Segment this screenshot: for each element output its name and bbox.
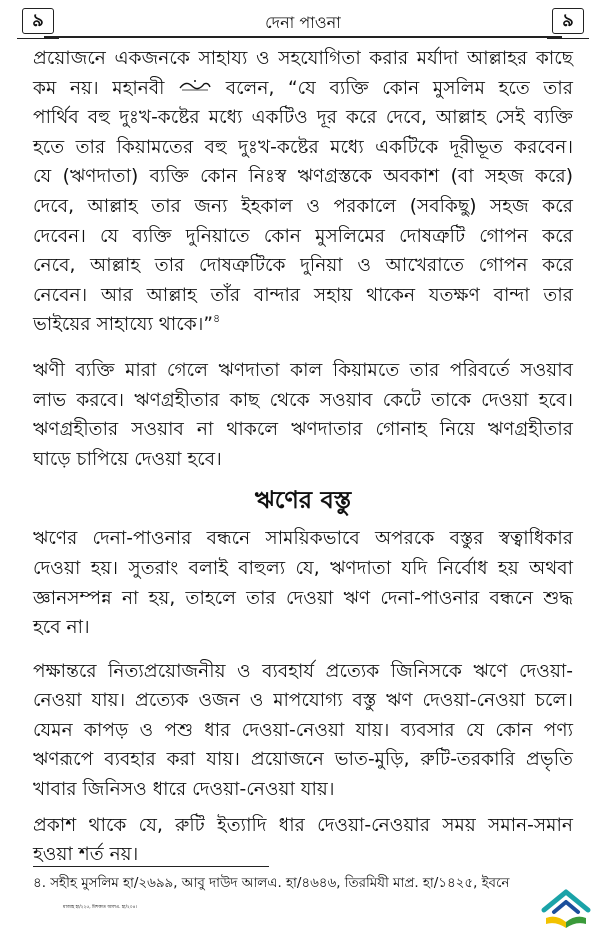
honorific-calligraphy-icon <box>178 78 212 92</box>
text-line: দেবে, আল্লাহ তার জন্য ইহকাল ও পরকালে (সবকিছু) সহজ করে <box>33 195 573 217</box>
text-line: ঋণরূপে ব্যবহার করা যায়। প্রয়োজনে ভাত-মুড়ি, রুটি-তরকারি প্রভৃতি <box>33 749 573 771</box>
paragraph-equality <box>33 811 573 870</box>
text-fragment: কম নয়। মহানবী <box>33 77 165 99</box>
publisher-logo-icon <box>538 884 594 936</box>
text-line: পক্ষান্তরে নিত্যপ্রয়োজনীয় ও ব্যবহার্য প্রত্যেক জিনিসকে ঋণে দেওয়া- <box>33 660 573 682</box>
text-line: ঋণী ব্যক্তি মারা গেলে ঋণদাতা কাল কিয়ামতে তার পরিবর্তে সওয়াব <box>33 359 573 381</box>
footnote-line: মাজাহ হা/২২৫, মিশকাত আলএ. হা/২০৪। <box>63 905 138 910</box>
text-line: যে (ঋণদাতা) ব্যক্তি কোন নিঃস্ব ঋণগ্রস্তকে অবকাশ (বা সহজ করে) <box>33 166 573 188</box>
text-line: ঋণের দেনা-পাওনার বন্ধনে সাময়িকভাবে অপরকে বস্তুর স্বত্বাধিকার <box>33 528 573 550</box>
text-line: দেওয়া হয়। সুতরাং বলাই বাহুল্য যে, ঋণদাতা যদি নির্বোধ হয় অথবা <box>33 557 573 579</box>
logo-inner-roof <box>554 902 578 912</box>
logo-book-right <box>566 917 586 928</box>
text-line: যেমন কাপড় ও পশু ধার দেওয়া-নেওয়া যায়। ব্যবসার যে কোন পণ্য <box>33 719 573 741</box>
paragraph-gap <box>33 643 573 657</box>
paragraph-debtor <box>33 356 573 474</box>
footnote-rule <box>33 866 269 867</box>
text-line: জ্ঞানসম্পন্ন না হয়, তাহলে তার দেওয়া ঋণ দেনা-পাওনার বন্ধনে শুদ্ধ <box>33 587 573 609</box>
text-line: নেবেন। আর আল্লাহ তাঁর বান্দার সহায় থাকেন যতক্ষণ বান্দা তার <box>33 284 573 306</box>
section-heading: ঋণের বস্তু <box>254 486 352 515</box>
text-fragment: বলেন, “যে ব্যক্তি কোন মুসলিম হতে তার <box>225 77 573 99</box>
text-line: ঋণগ্রহীতার সওয়াব না থাকলে ঋণদাতার গোনাহ নিয়ে ঋণগ্রহীতার <box>33 419 573 441</box>
text-line: পার্থিব বহু দুঃখ-কষ্টের মধ্যে একটিও দূর করে দেবে, আল্লাহ সেই ব্যক্তি <box>33 107 573 129</box>
page-number-right: ৯ <box>552 8 584 34</box>
paragraph-hadith <box>33 44 573 342</box>
running-title: দেনা পাওনা <box>265 13 341 32</box>
text-line: হবে না। <box>33 617 90 639</box>
text-line: নেওয়া যায়। প্রত্যেক ওজন ও মাপযোগ্য বস্তু ঋণ দেওয়া-নেওয়া চলে। <box>33 690 573 712</box>
text-line: খাবার জিনিসও ধারে দেওয়া-নেওয়া যায়। <box>33 779 335 801</box>
text-line <box>33 74 573 104</box>
paragraph-ownership <box>33 524 573 642</box>
text-line: লাভ করবে। ঋণগ্রহীতার কাছ থেকে সওয়াব কেটে তাকে দেওয়া হবে। <box>33 389 573 411</box>
text-line: ঘাড়ে চাপিয়ে দেওয়া হবে। <box>33 448 222 470</box>
logo-book-left <box>546 917 566 928</box>
text-line: দেবেন। যে ব্যক্তি দুনিয়াতে কোন মুসলিমের দোষত্রুটি গোপন করে <box>33 225 573 247</box>
footnote-reference[interactable]: ৪ <box>213 312 221 326</box>
paragraph-gap <box>33 342 573 356</box>
text-fragment: ভাইয়ের সাহায্যে থাকে।” <box>33 314 213 336</box>
page-content <box>33 44 573 870</box>
footnote <box>33 872 513 920</box>
text-line <box>33 310 573 342</box>
text-line: হওয়া শর্ত নয়। <box>33 844 139 866</box>
page-header <box>10 8 596 38</box>
header-rule <box>44 36 562 38</box>
text-line: প্রয়োজনে একজনকে সাহায্য ও সহযোগিতা করার মর্যাদা আল্লাহর কাছে <box>33 48 573 69</box>
footnote-line: ৪. সহীহ মুসলিম হা/২৬৯৯, আবু দাউদ আলএ. হা/৪৬৪৬, তিরমিযী মাপ্র. হা/১৪২৫, ইবনে <box>33 876 510 891</box>
text-line: প্রকাশ থাকে যে, রুটি ইত্যাদি ধার দেওয়া-নেওয়ার সময় সমান-সমান <box>33 814 573 836</box>
text-line: নেবে, আল্লাহ তার দোষত্রুটিকে দুনিয়া ও আখেরাতে গোপন করে <box>33 255 573 277</box>
page-number-left: ৯ <box>22 8 54 34</box>
paragraph-items <box>33 657 573 805</box>
text-line: হতে তার কিয়ামতের বহু দুঃখ-কষ্টের মধ্যে একটিকে দূরীভূত করবেন। <box>33 136 573 158</box>
